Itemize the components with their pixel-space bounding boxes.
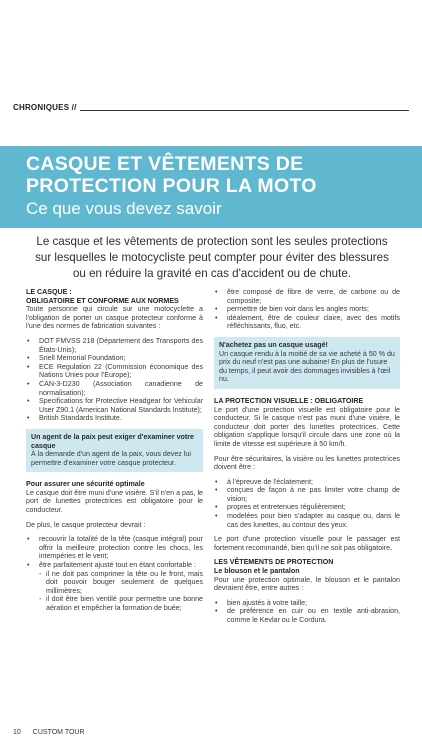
inspection-callout: [26, 429, 203, 472]
list-item: • de préférence en cuir ou en textile anti-abrasion, comme le Kevlar ou le Cordura.: [214, 607, 400, 624]
article-title: CASQUE ET VÊTEMENTS DE PROTECTION POUR LA MOTO: [26, 153, 317, 197]
list-item: • recouvrir la totalité de la tête (casque intégral) pour offrir la meilleure protection contre les chocs, les intempéries et le vent;: [26, 535, 203, 561]
list-item: • CAN-3-D230 (Association canadienne de normalisation);: [26, 380, 203, 397]
plus-paragraph: De plus, le casque protecteur devrait :: [26, 520, 146, 529]
clothing-list: [214, 599, 400, 625]
callout-title: N'achetez pas un casque usagé!: [219, 340, 328, 349]
page-footer: [13, 729, 85, 736]
list-item-text: être parfaitement ajusté tout en étant confortable :: [39, 561, 196, 570]
clothing-paragraph: Pour une protection optimale, le blouson et le pantalon devraient être, entre autres :: [214, 575, 400, 593]
list-item: • bien ajustés à votre taille;: [214, 599, 400, 608]
eyewear-list: [214, 478, 400, 530]
article-intro: Le casque et les vêtements de protection sont les seules protections sur lesquelles le motocycliste peut compter pour éviter des blessures ou en réduire la gravité en cas d'accident ou de chute.: [35, 235, 389, 280]
list-item: • permettre de bien voir dans les angles morts;: [214, 305, 400, 314]
callout-title: Un agent de la paix peut exiger d'examiner votre casque: [31, 432, 194, 450]
visual-paragraph: Le port d'une protection visuelle est obligatoire pour le conducteur. Si le casque n'est pas muni d'une visière, le conducteur doit porter des lunettes protectrices. Cette obligation s'applique lorsqu'il circule dans une zone où la limite de vitesse est supérieure à 50 km/h.: [214, 405, 400, 448]
section-label: CHRONIQUES //: [13, 103, 80, 112]
callout-text: À la demande d'un agent de la paix, vous devez lui permettre d'examiner votre casque protecteur.: [31, 450, 191, 467]
fit-sublist: [39, 570, 203, 613]
left-column: [26, 288, 203, 619]
clothing-subheading: Le blouson et le pantalon: [214, 567, 300, 576]
list-item: • être composé de fibre de verre, de carbone ou de composite;: [214, 288, 400, 305]
list-item: • British Standards Institute.: [26, 414, 203, 423]
norms-list: [26, 337, 203, 423]
list-item: • à l'épreuve de l'éclatement;: [214, 478, 400, 487]
article-subtitle: Ce que vous devez savoir: [26, 199, 222, 218]
page-number: 10: [13, 729, 21, 736]
helmet-should-list-cont: [214, 288, 400, 331]
right-column: [214, 288, 400, 631]
secure-paragraph: Pour être sécuritaires, la visière ou les lunettes protectrices doivent être :: [214, 454, 400, 472]
title-banner: [0, 146, 422, 228]
list-item: • Specifications for Protective Headgear for Vehicular User Z90.1 (American National Standards Institute);: [26, 397, 203, 414]
list-item: - il doit être bien ventilé pour permettre une bonne aération et empêcher la formation de buée;: [39, 595, 203, 612]
helmet-subheading: OBLIGATOIRE ET CONFORME AUX NORMES: [26, 296, 179, 305]
list-item: • modelées pour bien s'adapter au casque ou, dans le cas des lunettes, au contour des yeux.: [214, 512, 400, 529]
passenger-paragraph: Le port d'une protection visuelle pour le passager est fortement recommandé, bien qu'il ne soit pas obligatoire.: [214, 535, 400, 552]
list-item: • idéalement, être de couleur claire, avec des motifs réfléchissants, fluo, etc.: [214, 314, 400, 331]
safety-paragraph: Le casque doit être muni d'une visière. S'il n'en a pas, le port de lunettes protectrices est obligatoire pour le conducteur.: [26, 488, 203, 515]
helmet-should-list: [26, 535, 203, 612]
visual-heading: LA PROTECTION VISUELLE : OBLIGATOIRE: [214, 396, 364, 405]
list-item: - il ne doit pas comprimer la tête ou le front, mais doit pouvoir bouger seulement de quelques millimètres;: [39, 570, 203, 596]
callout-text: Un casque rendu à la moitié de sa vie acheté à 50 % du prix du neuf n'est pas une aubaine! En plus de l'usure du temps, il peut avoir des dommages invisibles à l'œil nu.: [219, 349, 395, 384]
list-item: • propres et entretenues régulièrement;: [214, 503, 400, 512]
safety-heading: Pour assurer une sécurité optimale: [26, 480, 145, 489]
list-item: [26, 561, 203, 613]
list-item: • DOT FMVSS 218 (Département des Transports des États-Unis);: [26, 337, 203, 354]
helmet-heading: LE CASQUE :: [26, 288, 72, 296]
list-item: • Snell Memorial Foundation;: [26, 354, 203, 363]
clothing-heading: LES VÊTEMENTS DE PROTECTION: [214, 558, 334, 567]
used-helmet-callout: [214, 337, 400, 389]
section-tag: [13, 103, 409, 115]
magazine-name: CUSTOM TOUR: [32, 729, 85, 736]
list-item: • ECE Regulation 22 (Commission économique des Nations Unies pour l'Europe);: [26, 363, 203, 380]
list-item: • conçues de façon à ne pas limiter votre champ de vision;: [214, 486, 400, 503]
helmet-paragraph: Toute personne qui circule sur une motocyclette a l'obligation de porter un casque protecteur conforme à l'une des normes de fabrication suivantes :: [26, 305, 203, 331]
